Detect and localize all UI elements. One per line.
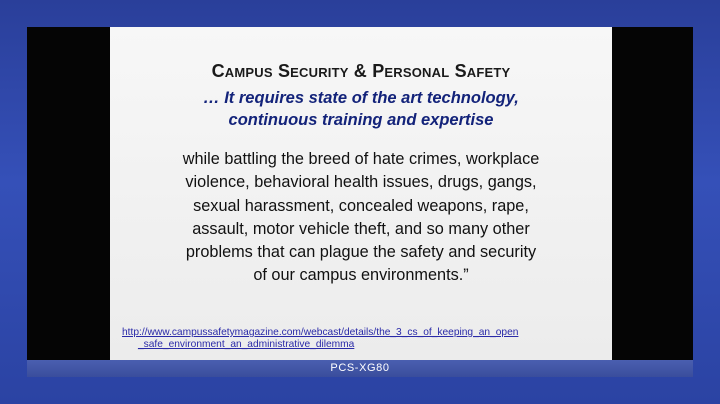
subtitle-line: continuous training and expertise [228,111,494,129]
device-label-bar [27,360,693,377]
source-link[interactable] [122,327,518,351]
device-label: PCS-XG80 [330,362,390,374]
body-line: sexual harassment, concealed weapons, rape, [193,196,529,215]
slide-subtitle [110,87,612,131]
source-link-line[interactable]: http://www.campussafetymagazine.com/webcast/details/the_3_cs_of_keeping_an_open [122,327,519,338]
subtitle-line: … It requires state of the art technology, [203,89,519,107]
slide-body [110,148,612,288]
slide-title: Campus Security & Personal Safety [211,61,511,81]
body-line: assault, motor vehicle theft, and so many other [192,219,530,238]
body-line: problems that can plague the safety and security [185,243,537,262]
source-link-line[interactable]: _safe_environment_an_administrative_dilemma [138,339,355,350]
body-line: of our campus environments.” [253,266,469,285]
presentation-slide [110,27,612,360]
body-line: violence, behavioral health issues, drugs, gangs, [185,173,537,192]
body-line: while battling the breed of hate crimes, workplace [182,150,540,168]
